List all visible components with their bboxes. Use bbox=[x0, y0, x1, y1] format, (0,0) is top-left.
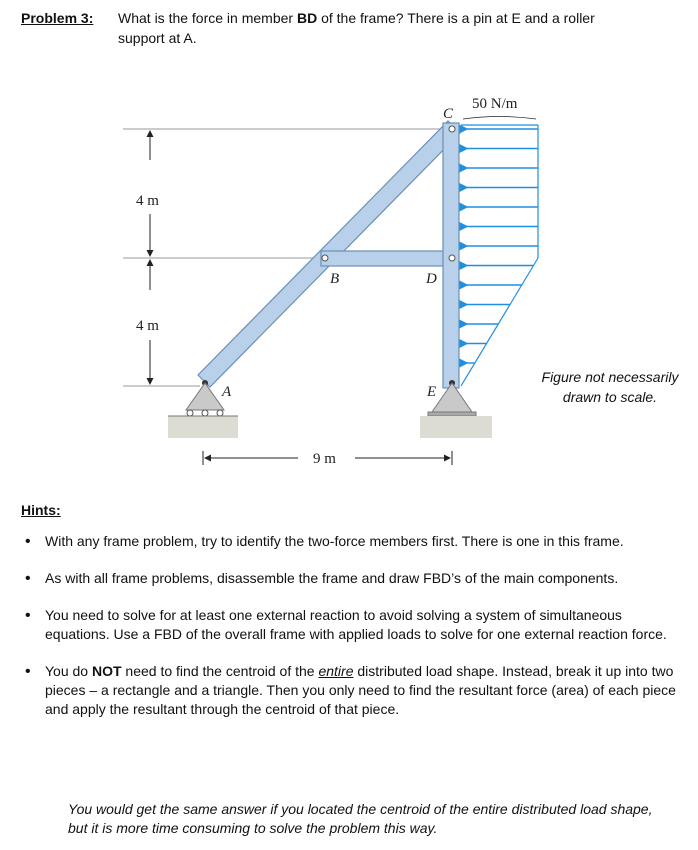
closing-note: You would get the same answer if you located the centroid of the entire distributed load shape, but it is more time consuming to solve the problem this way. bbox=[68, 801, 653, 836]
label-a: A bbox=[222, 384, 232, 400]
hint-item: • With any frame problem, try to identify the two-force members first. There is one in this frame. bbox=[21, 532, 681, 551]
pin-d bbox=[449, 255, 455, 261]
hint-item-last: • You do NOT need to find the centroid of the entire distributed load shape. Instead, break it up into two pieces – a rectangle and a triangle. Then you only need to find the resultant force (area) of each piece and apply the resultant through the centroid of that piece. bbox=[21, 662, 681, 719]
frame-members bbox=[198, 121, 460, 388]
problem-header bbox=[21, 8, 595, 46]
label-b: B bbox=[330, 271, 340, 287]
hints-list bbox=[21, 532, 681, 737]
member-bd bbox=[321, 251, 451, 266]
label-e: E bbox=[427, 384, 437, 400]
member-bd-highlight: BD bbox=[296, 10, 318, 26]
dim-label-horizontal: 9 m bbox=[313, 451, 336, 467]
hint-item: • As with all frame problems, disassemble the frame and draw FBD’s of the main components. bbox=[21, 569, 681, 588]
label-c: C bbox=[443, 106, 454, 122]
distributed-load bbox=[461, 125, 538, 386]
dim-label-bottom: 4 m bbox=[136, 318, 159, 334]
load-brace bbox=[463, 117, 536, 120]
frame-figure bbox=[0, 60, 698, 480]
problem-question: What is the force in member BD of the frame? There is a pin at E and a roller bbox=[118, 10, 595, 26]
hints-title: Hints: bbox=[21, 502, 61, 518]
pin-c bbox=[449, 126, 455, 132]
hint-item: • You need to solve for at least one external reaction to avoid solving a system of simultaneous equations. Use a FBD of the overall frame with applied loads to solve for one external reaction force. bbox=[21, 606, 681, 644]
load-label: 50 N/m bbox=[472, 96, 518, 112]
label-d: D bbox=[426, 271, 437, 287]
problem-label: Problem 3: bbox=[21, 10, 94, 26]
figure-note: Figure not necessarily drawn to scale. bbox=[541, 369, 679, 405]
pin-b bbox=[322, 255, 328, 261]
dim-label-top: 4 m bbox=[136, 193, 159, 209]
problem-question-line2: support at A. bbox=[118, 30, 197, 46]
